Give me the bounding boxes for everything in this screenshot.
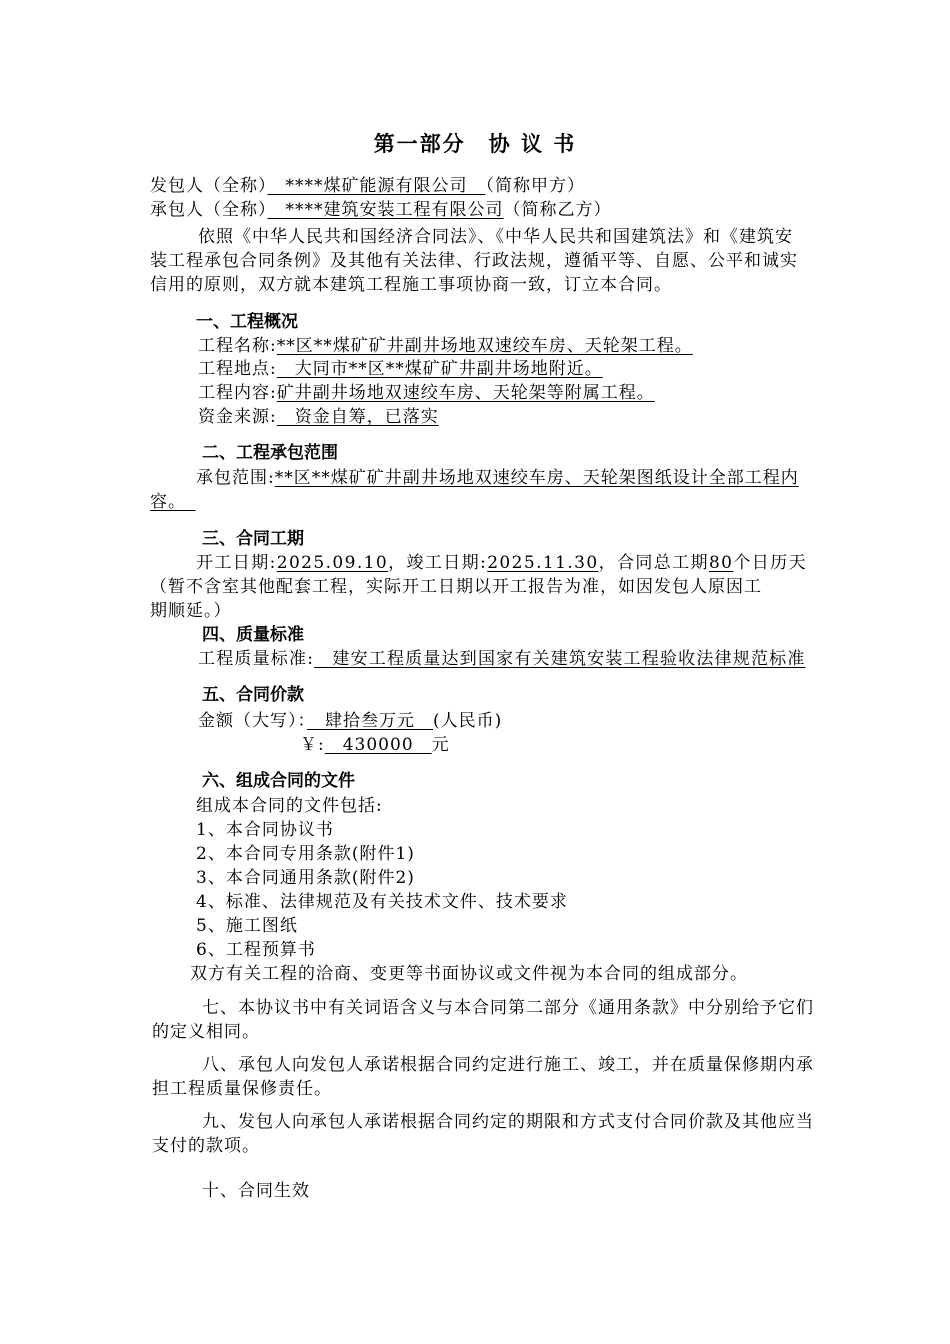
- schedule-note-line: （暂不含室其他配套工程，实际开工日期以开工报告为准，如因发包人原因工: [150, 577, 762, 597]
- project-location-line: [198, 358, 603, 380]
- clause-9-line: 九、发包人向承包人承诺根据合同约定的期限和方式支付合同价款及其他应当: [202, 1112, 814, 1132]
- section-heading: 二、工程承包范围: [202, 443, 338, 463]
- preamble-line: 依照《中华人民共和国经济合同法》、《中华人民共和国建筑法》和《建筑安: [198, 227, 793, 247]
- schedule-line: [196, 552, 807, 574]
- section-heading: 三、合同工期: [202, 529, 304, 549]
- section-heading: 五、合同价款: [202, 685, 304, 705]
- preamble-line: 装工程承包合同条例》及其他有关法律、行政法规，遵循平等、自愿、公平和诚实: [150, 251, 798, 271]
- total-duration-label: ，合同总工期: [598, 553, 709, 573]
- scope-label: 承包范围:: [196, 468, 275, 488]
- list-item: 3、本合同通用条款(附件2): [196, 868, 415, 888]
- contractor-label: 承包人（全称）: [150, 200, 268, 220]
- total-duration-unit: 个日历天: [733, 553, 808, 573]
- quality-value: 建安工程质量达到国家有关建筑安装工程验收法律规范标准: [314, 649, 806, 669]
- employer-short: （简称甲方）: [485, 176, 585, 196]
- schedule-note-line: 期顺延。）: [150, 601, 232, 621]
- list-item: 2、本合同专用条款(附件1): [196, 844, 415, 864]
- start-date-label: 开工日期:: [196, 553, 277, 573]
- section-heading: 四、质量标准: [202, 625, 304, 645]
- start-date-value: 2025.09.10: [276, 553, 389, 573]
- amount-num-value: 430000: [324, 735, 432, 755]
- scope-line-cont: [150, 491, 196, 513]
- amount-num-line: [300, 734, 450, 756]
- clause-8-line: 八、承包人向发包人承诺根据合同约定进行施工、竣工，并在质量保修期内承: [202, 1055, 814, 1075]
- quality-line: [198, 648, 806, 670]
- scope-value: **区**煤矿矿井副井场地双速绞车房、天轮架图纸设计全部工程内: [274, 468, 799, 488]
- amount-caps-value: 肆拾叁万元: [307, 711, 433, 731]
- project-content-line: [198, 382, 655, 404]
- project-location-label: 工程地点:: [198, 359, 277, 379]
- project-location-value: 大同市**区**煤矿矿井副井场地附近。: [276, 359, 603, 379]
- amount-caps-line: [198, 710, 502, 732]
- total-duration-value: 80: [708, 553, 734, 573]
- amount-num-label: ￥:: [300, 735, 325, 755]
- clause-7-line: 的定义相同。: [152, 1022, 260, 1042]
- fund-source-value: 资金自筹，已落实: [276, 407, 439, 427]
- preamble-line: 信用的原则，双方就本建筑工程施工事项协商一致，订立本合同。: [150, 275, 672, 295]
- contractor-name: ****建筑安装工程有限公司: [267, 200, 504, 220]
- amount-num-unit: 元: [431, 735, 450, 755]
- list-item: 6、工程预算书: [196, 940, 316, 960]
- clause-10-heading: 十、合同生效: [202, 1181, 310, 1201]
- project-name-line: [198, 335, 693, 357]
- amount-caps-label: 金额（大写）：: [198, 711, 307, 731]
- documents-outro: 双方有关工程的洽商、变更等书面协议或文件视为本合同的组成部分。: [190, 964, 748, 984]
- list-item: 5、施工图纸: [196, 916, 298, 936]
- contractor-line: [150, 199, 612, 221]
- section-heading: 六、组成合同的文件: [202, 771, 355, 791]
- clause-9-line: 支付的款项。: [152, 1136, 260, 1156]
- clause-8-line: 担工程质量保修责任。: [152, 1079, 332, 1099]
- project-content-label: 工程内容:: [198, 383, 277, 403]
- scope-value-cont: 容。: [150, 492, 178, 512]
- employer-name: ****煤矿能源有限公司: [267, 176, 486, 196]
- fund-source-label: 资金来源:: [198, 407, 277, 427]
- project-name-label: 工程名称:: [198, 336, 277, 356]
- documents-intro: 组成本合同的文件包括:: [196, 796, 383, 816]
- contractor-short: （简称乙方）: [503, 200, 612, 220]
- section-heading: 一、工程概况: [196, 312, 298, 332]
- list-item: 4、标准、法律规范及有关技术文件、技术要求: [196, 892, 568, 912]
- project-name-value: **区**煤矿矿井副井场地双速绞车房、天轮架工程。: [276, 336, 693, 356]
- end-date-label: ，竣工日期:: [388, 553, 488, 573]
- scope-line: [196, 467, 799, 489]
- fund-source-line: [198, 406, 439, 428]
- amount-caps-unit: (人民币): [433, 711, 503, 731]
- list-item: 1、本合同协议书: [196, 820, 334, 840]
- end-date-value: 2025.11.30: [487, 553, 599, 573]
- clause-7-line: 七、本协议书中有关词语含义与本合同第二部分《通用条款》中分别给予它们: [202, 998, 814, 1018]
- employer-label: 发包人（全称）: [150, 176, 268, 196]
- employer-line: [150, 175, 585, 197]
- project-content-value: 矿井副井场地双速绞车房、天轮架等附属工程。: [276, 383, 655, 403]
- page-title: 第一部分 协 议 书: [373, 132, 577, 156]
- quality-label: 工程质量标准:: [198, 649, 315, 669]
